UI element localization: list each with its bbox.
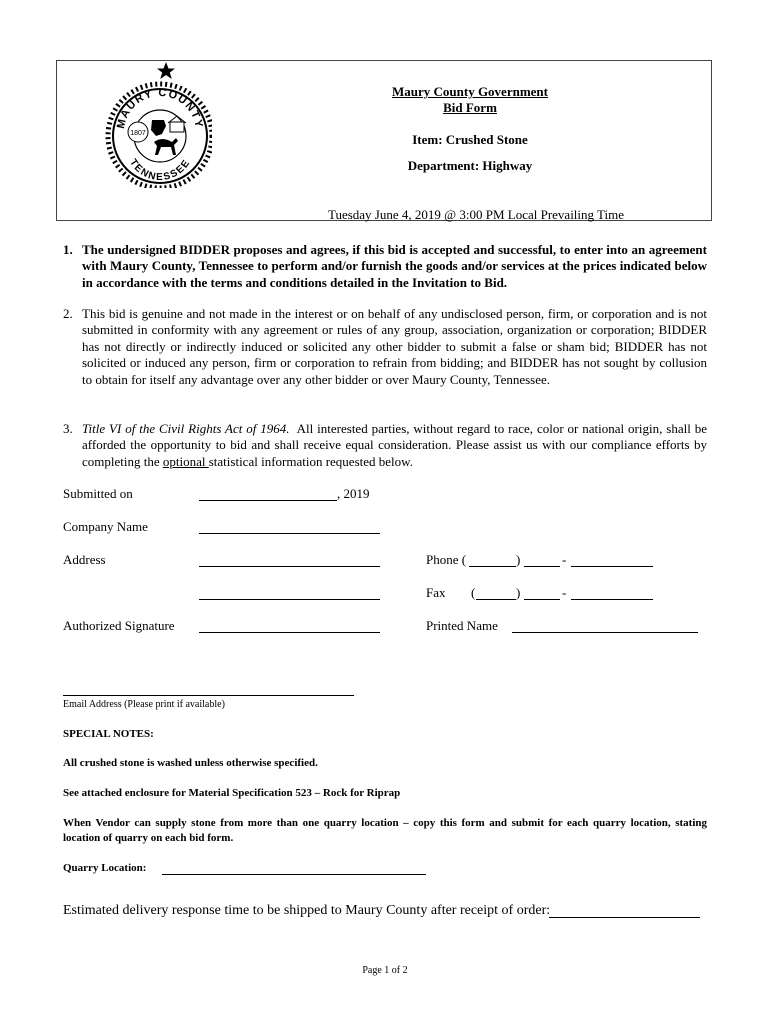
year-suffix: , 2019 bbox=[337, 486, 370, 501]
printed-name-field[interactable] bbox=[512, 632, 698, 633]
email-field[interactable] bbox=[63, 695, 354, 696]
phone-dash: - bbox=[562, 552, 567, 567]
quarry-location-field[interactable] bbox=[162, 874, 426, 875]
item-title: Item: Crushed Stone bbox=[412, 132, 528, 147]
phone-area-field[interactable] bbox=[469, 566, 516, 567]
note-enclosure: See attached enclosure for Material Specification 523 – Rock for Riprap bbox=[63, 787, 401, 799]
form-title: Bid Form bbox=[443, 100, 497, 115]
printed-name-label: Printed Name bbox=[426, 618, 498, 633]
special-notes-heading: SPECIAL NOTES: bbox=[63, 728, 154, 740]
svg-text:MAURY COUNTY: MAURY COUNTY bbox=[114, 86, 205, 130]
paragraph-2: 2. This bid is genuine and not made in the interest or on behalf of any undisclosed person, firm, or corporation and is not submitted in conformity with any agreement or rules of any group, association, organization or corporation; BIDDER has not directly or indirectly induced or solicited any other bidder to submit a false or sham bid; BIDDER has not solicited or induced any person, firm or corporation to refrain from bidding; and BIDDER has not sought by collusion to obtain for itself any advantage over any other bidder or over Maury County, Tennessee. bbox=[63, 306, 707, 387]
fax-dash: - bbox=[562, 585, 567, 600]
delivery-label: Estimated delivery response time to be shipped to Maury County after receipt of order: bbox=[63, 903, 551, 918]
phone-paren: ) bbox=[516, 552, 521, 567]
county-seal-logo bbox=[100, 60, 212, 188]
submitted-on-field[interactable] bbox=[199, 500, 337, 501]
address-label: Address bbox=[63, 552, 106, 567]
bid-datetime: Tuesday June 4, 2019 @ 3:00 PM Local Prevailing Time bbox=[327, 207, 625, 222]
fax-line-field[interactable] bbox=[571, 599, 653, 600]
org-title: Maury County Government bbox=[392, 84, 548, 99]
paragraph-1: 1. The undersigned BIDDER proposes and agrees, if this bid is accepted and successful, to enter into an agreement with Maury County, Tennessee to perform and/or furnish the goods and/or services at the prices indicated below in accordance with the terms and conditions detailed in the Invitation to Bid. bbox=[63, 242, 707, 290]
fax-open-paren: ( bbox=[471, 585, 476, 600]
quarry-location-label: Quarry Location: bbox=[63, 862, 147, 874]
authorized-signature-field[interactable] bbox=[199, 632, 380, 633]
fax-paren: ) bbox=[516, 585, 521, 600]
page-number: Page 1 of 2 bbox=[362, 965, 408, 976]
delivery-field[interactable] bbox=[549, 917, 700, 918]
paragraph-3: 3. Title VI of the Civil Rights Act of 1964. All interested parties, without regard to race, color or national origin, shall be afforded the opportunity to bid and shall receive equal consideration. Please assist us with our compliance efforts by completing the optional statistical information requested below. bbox=[63, 421, 707, 469]
email-label: Email Address (Please print if available) bbox=[63, 699, 225, 710]
fax-area-field[interactable] bbox=[476, 599, 516, 600]
company-name-field[interactable] bbox=[199, 533, 380, 534]
address-field-1[interactable] bbox=[199, 566, 380, 567]
fax-label: Fax bbox=[426, 585, 446, 600]
authorized-signature-label: Authorized Signature bbox=[63, 618, 175, 633]
submitted-on-label: Submitted on bbox=[63, 486, 133, 501]
svg-text:TENNESSEE: TENNESSEE bbox=[127, 157, 193, 184]
phone-prefix-field[interactable] bbox=[524, 566, 560, 567]
phone-line-field[interactable] bbox=[571, 566, 653, 567]
department-title: Department: Highway bbox=[407, 158, 533, 173]
company-name-label: Company Name bbox=[63, 519, 148, 534]
svg-text:1807: 1807 bbox=[130, 130, 146, 137]
fax-prefix-field[interactable] bbox=[524, 599, 560, 600]
note-vendor: When Vendor can supply stone from more than one quarry location – copy this form and submit for each quarry location, stating location of quarry on each bid form. bbox=[63, 817, 707, 844]
address-field-2[interactable] bbox=[199, 599, 380, 600]
phone-label: Phone ( bbox=[426, 552, 467, 567]
note-washed: All crushed stone is washed unless otherwise specified. bbox=[63, 757, 318, 769]
